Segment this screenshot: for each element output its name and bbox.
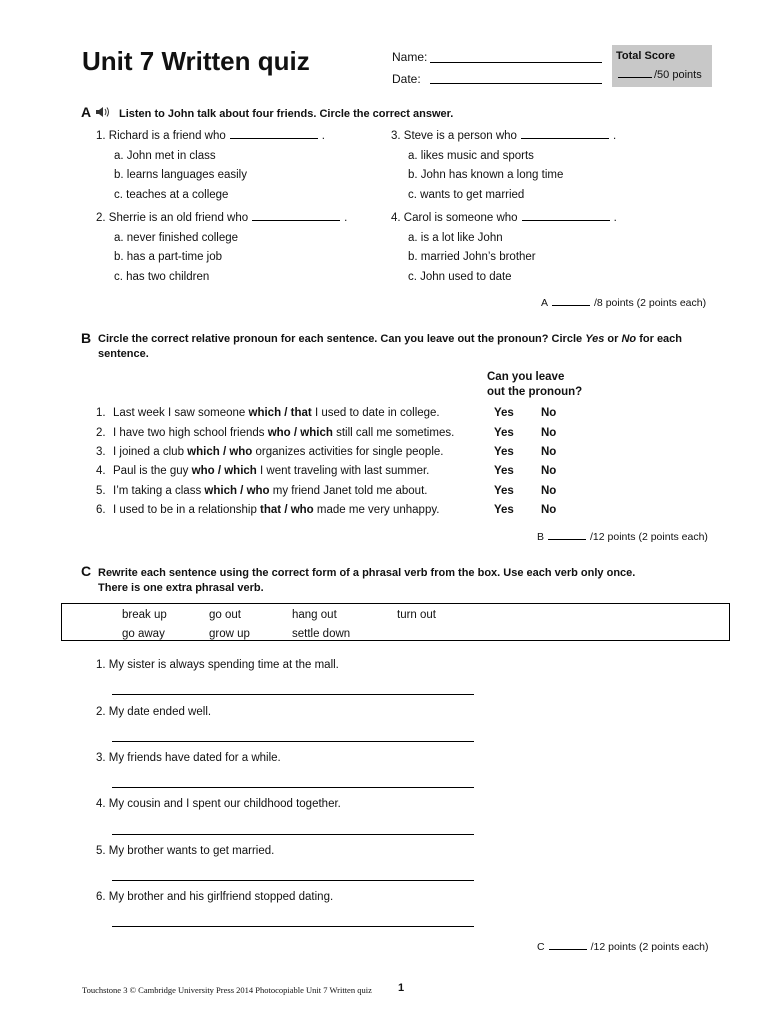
answer-line-4[interactable] <box>112 834 474 835</box>
question-a2 <box>96 212 347 224</box>
phrasal-verb-box <box>61 603 730 641</box>
points-text: /12 points (2 points each) <box>590 531 708 543</box>
total-score-points-text: /50 points <box>654 69 702 81</box>
option-a4-c[interactable]: c. John used to date <box>408 271 512 283</box>
item-text: my friend Janet told me about. <box>269 485 428 497</box>
item-number: 3. <box>96 446 106 458</box>
page-number: 1 <box>398 982 405 994</box>
pronoun-item-1 <box>96 407 440 419</box>
rewrite-item-6: 6. My brother and his girlfriend stopped dating. <box>96 891 334 903</box>
pronoun-choice[interactable]: which / that <box>248 407 312 419</box>
option-a2-c[interactable]: c. has two children <box>114 271 210 283</box>
question-stem: 2. Sherrie is an old friend who <box>96 212 249 224</box>
points-letter: C <box>537 941 545 953</box>
total-score-blank[interactable] <box>618 77 652 78</box>
option-a3-a[interactable]: a. likes music and sports <box>408 150 534 162</box>
option-a3-b[interactable]: b. John has known a long time <box>408 169 564 181</box>
points-text: /8 points (2 points each) <box>594 297 707 309</box>
yes-option-4[interactable]: Yes <box>494 465 514 477</box>
no-option-4[interactable]: No <box>541 465 557 477</box>
total-score-box <box>612 45 712 87</box>
column-header-line: out the pronoun? <box>487 386 583 398</box>
question-end: . <box>321 130 325 142</box>
answer-blank[interactable] <box>522 220 610 221</box>
item-text: I went traveling with last summer. <box>256 465 430 477</box>
date-label: Date: <box>392 72 421 86</box>
pronoun-item-6 <box>96 504 439 516</box>
item-number: 4. <box>96 465 106 477</box>
pronoun-item-4 <box>96 465 429 477</box>
verb-turn-out: turn out <box>397 609 436 621</box>
option-a4-a[interactable]: a. is a lot like John <box>408 232 503 244</box>
option-a1-c[interactable]: c. teaches at a college <box>114 189 229 201</box>
rewrite-item-4: 4. My cousin and I spent our childhood together. <box>96 798 341 810</box>
rewrite-item-3: 3. My friends have dated for a while. <box>96 752 281 764</box>
points-blank[interactable] <box>552 305 590 306</box>
item-text: I joined a club <box>113 446 188 458</box>
item-text: I used to date in college. <box>311 407 440 419</box>
question-end: . <box>612 130 617 142</box>
answer-line-6[interactable] <box>112 926 474 927</box>
rewrite-item-1: 1. My sister is always spending time at the mall. <box>96 659 339 671</box>
question-end: . <box>613 212 617 224</box>
instruction-no: No <box>621 333 637 345</box>
section-b-instruction <box>98 332 682 362</box>
name-label: Name: <box>392 50 428 64</box>
option-a2-b[interactable]: b. has a part-time job <box>114 251 223 263</box>
no-option-1[interactable]: No <box>541 407 557 419</box>
section-b-letter: B <box>81 330 92 346</box>
pronoun-choice[interactable]: which / who <box>204 485 270 497</box>
speaker-icon <box>95 106 111 118</box>
option-a1-a[interactable]: a. John met in class <box>114 150 216 162</box>
question-stem: 4. Carol is someone who <box>391 212 518 224</box>
rewrite-item-5: 5. My brother wants to get married. <box>96 845 275 857</box>
section-a-letter: A <box>81 104 92 120</box>
instruction-for-each: for each <box>639 333 683 345</box>
pronoun-choice[interactable]: who / which <box>267 427 333 439</box>
verb-break-up: break up <box>122 609 167 621</box>
item-text: I have two high school friends <box>113 427 268 439</box>
pronoun-item-2 <box>96 427 454 439</box>
instruction-or: or <box>607 333 619 345</box>
answer-blank[interactable] <box>252 220 340 221</box>
item-text: I used to be in a relationship <box>113 504 261 516</box>
question-a1 <box>96 130 325 142</box>
page-title: Unit 7 Written quiz <box>82 46 310 76</box>
item-text: organizes activities for single people. <box>252 446 444 458</box>
answer-line-1[interactable] <box>112 694 474 695</box>
date-field[interactable] <box>430 83 602 84</box>
answer-blank[interactable] <box>521 138 609 139</box>
section-c-letter: C <box>81 563 92 579</box>
item-number: 1. <box>96 407 106 419</box>
item-text: I’m taking a class <box>113 485 205 497</box>
question-end: . <box>344 212 348 224</box>
footer-text: Touchstone 3 © Cambridge University Press 2014 Photocopiable Unit 7 Written quiz <box>82 985 372 995</box>
section-a-points <box>541 297 706 309</box>
item-number: 5. <box>96 485 106 497</box>
yes-option-1[interactable]: Yes <box>494 407 514 419</box>
name-field[interactable] <box>430 62 602 63</box>
pronoun-choice[interactable]: that / who <box>260 504 314 516</box>
item-text: still call me sometimes. <box>332 427 455 439</box>
answer-blank[interactable] <box>230 138 318 139</box>
question-stem: 3. Steve is a person who <box>391 130 517 142</box>
total-score-points <box>618 69 702 81</box>
answer-line-3[interactable] <box>112 787 474 788</box>
item-number: 6. <box>96 504 106 516</box>
rewrite-item-2: 2. My date ended well. <box>96 706 212 718</box>
verb-go-away: go away <box>122 628 165 640</box>
yes-option-2[interactable]: Yes <box>494 427 514 439</box>
question-stem: 1. Richard is a friend who <box>96 130 226 142</box>
option-a3-c[interactable]: c. wants to get married <box>408 189 525 201</box>
points-letter: A <box>541 297 549 309</box>
verb-settle-down: settle down <box>292 628 351 640</box>
question-a3 <box>391 130 616 142</box>
option-a4-b[interactable]: b. married John’s brother <box>408 251 536 263</box>
option-a1-b[interactable]: b. learns languages easily <box>114 169 247 181</box>
yes-option-5[interactable]: Yes <box>494 485 514 497</box>
yes-option-3[interactable]: Yes <box>494 446 514 458</box>
no-option-3[interactable]: No <box>541 446 557 458</box>
verb-hang-out: hang out <box>292 609 337 621</box>
item-number: 2. <box>96 427 106 439</box>
item-text: Paul is the guy <box>113 465 192 477</box>
instruction-yes: Yes <box>585 333 605 345</box>
pronoun-choice[interactable]: who / which <box>191 465 257 477</box>
section-b-points <box>537 531 708 543</box>
yes-option-6[interactable]: Yes <box>494 504 514 516</box>
item-text: made me very unhappy. <box>313 504 440 516</box>
no-option-5[interactable]: No <box>541 485 557 497</box>
instruction-text: Circle the correct relative pronoun for each sentence. Can you leave out the pronoun? Circle <box>98 333 583 345</box>
verb-grow-up: grow up <box>209 628 250 640</box>
column-header-line: Can you leave <box>487 371 565 383</box>
answer-line-5[interactable] <box>112 880 474 881</box>
answer-line-2[interactable] <box>112 741 474 742</box>
pronoun-item-3 <box>96 446 443 458</box>
section-c-points <box>537 941 709 953</box>
no-option-6[interactable]: No <box>541 504 557 516</box>
points-letter: B <box>537 531 545 543</box>
instruction-text-2: sentence. <box>98 348 149 360</box>
question-a4 <box>391 212 617 224</box>
section-c-instruction <box>98 566 635 596</box>
points-blank[interactable] <box>549 949 587 950</box>
pronoun-choice[interactable]: which / who <box>187 446 253 458</box>
instruction-text: Rewrite each sentence using the correct form of a phrasal verb from the box. Use each verb only once. <box>98 567 636 579</box>
verb-go-out: go out <box>209 609 241 621</box>
pronoun-column-header <box>487 370 582 400</box>
points-text: /12 points (2 points each) <box>590 941 709 953</box>
pronoun-item-5 <box>96 485 427 497</box>
option-a2-a[interactable]: a. never finished college <box>114 232 239 244</box>
no-option-2[interactable]: No <box>541 427 557 439</box>
total-score-title: Total Score <box>616 50 676 62</box>
item-text: Last week I saw someone <box>113 407 249 419</box>
section-a-instruction: Listen to John talk about four friends. Circle the correct answer. <box>119 108 454 120</box>
instruction-text-2: There is one extra phrasal verb. <box>98 582 264 594</box>
points-blank[interactable] <box>548 539 586 540</box>
